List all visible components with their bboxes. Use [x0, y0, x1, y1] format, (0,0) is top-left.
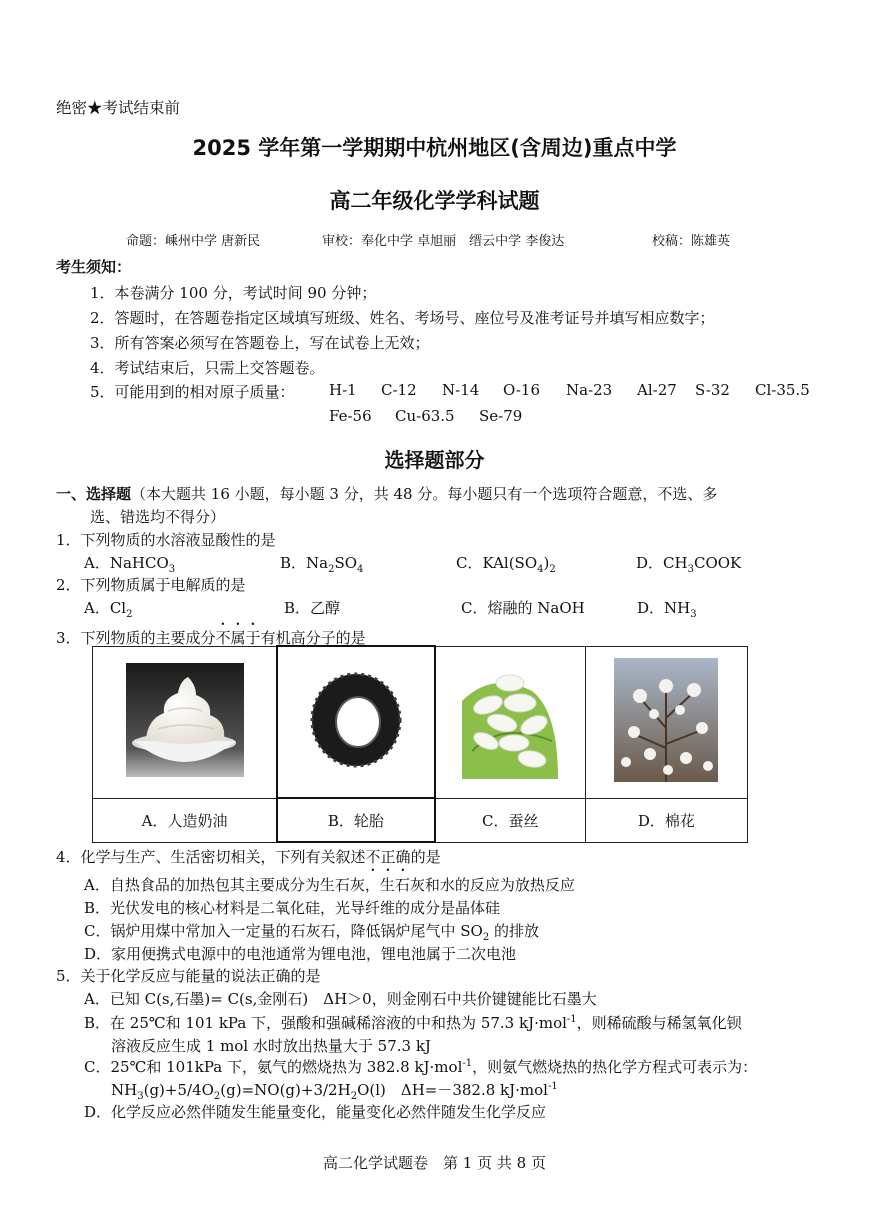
q3-cell-d-image: [585, 646, 747, 798]
q5-option-d: D．化学反应必然伴随发生能量变化，能量变化必然伴随发生化学反应: [84, 1103, 547, 1121]
q3-cell-b-image: [277, 646, 435, 798]
q5-option-c-equation: $NH_3(g)+5/4O_2(g)=NO(g)+3/2H_2O(l)$ ΔH=－382.8 kJ·mol$^{-1}$: [111, 1081, 558, 1102]
mass-fe: Fe-56: [329, 407, 372, 425]
q3-caption-d: D．棉花: [585, 798, 747, 842]
whipped-cream-image: [126, 663, 244, 777]
q2-option-a: A．$Cl_2$: [84, 599, 133, 620]
mass-cl: Cl-35.5: [755, 381, 810, 399]
notice-item-1: 1．本卷满分 100 分，考试时间 90 分钟；: [90, 284, 377, 302]
q4-emphasis: 不正确: [365, 848, 411, 866]
part-description: （本大题共 16 小题，每小题 3 分，共 48 分。每小题只有一个选项符合题意，不选、多: [131, 485, 718, 503]
q5-option-c: C．25℃和 101kPa 下，氨气的燃烧热为 382.8 kJ·mol$^{-1}$，则氨气燃烧热的热化学方程式可表示为：: [84, 1058, 758, 1076]
q1-option-d: D．$CH_3COOK$: [636, 554, 742, 575]
q3-caption-c: C．蚕丝: [435, 798, 586, 842]
q2-option-b: B．乙醇: [284, 599, 341, 617]
notice-item-5: 5．可能用到的相对原子质量：: [90, 383, 295, 401]
section-title: 选择题部分: [384, 448, 485, 472]
q4-option-b: B．光伏发电的核心材料是二氧化硅，光导纤维的成分是晶体硅: [84, 899, 501, 917]
q3-cell-c-image: [435, 646, 586, 798]
q1-option-c: C．$KAl(SO_4)_2$: [456, 554, 556, 575]
q2-option-d: D．$NH_3$: [637, 599, 697, 620]
mass-s: S-32: [695, 381, 730, 399]
q4-option-a: A．自热食品的加热包其主要成分为生石灰，生石灰和水的反应为放热反应: [84, 876, 575, 894]
q5-option-b-cont: 溶液反应生成 1 mol 水时放出热量大于 57.3 kJ: [111, 1037, 431, 1055]
q4-option-d: D．家用便携式电源中的电池通常为锂电池，锂电池属于二次电池: [84, 945, 517, 963]
confidential-notice: 绝密★考试结束前: [56, 99, 181, 117]
q2-stem: 2．下列物质属于电解质的是: [56, 576, 246, 594]
credit-review: 审校：奉化中学 卓旭丽 缙云中学 李俊达: [322, 234, 565, 249]
notice-item-2: 2．答题时，在答题卷指定区域填写班级、姓名、考场号、座位号及准考证号并填写相应数字；: [90, 309, 715, 327]
q3-image-table: [92, 645, 748, 843]
q4-stem: 4．化学与生产、生活密切相关，下列有关叙述不正确的是: [56, 848, 441, 866]
cotton-image: [614, 658, 718, 782]
q5-option-a: A．已知 C(s,石墨)= C(s,金刚石) ΔH＞0，则金刚石中共价键键能比石墨大: [84, 990, 597, 1008]
part-description-cont: 选、错选均不得分）: [90, 508, 226, 526]
mass-al: Al-27: [637, 381, 677, 399]
exam-subtitle: 高二年级化学学科试题: [329, 189, 540, 213]
mass-na: Na-23: [566, 381, 613, 399]
credit-author: 命题：嵊州中学 唐新民: [126, 234, 261, 249]
part-heading: [56, 483, 717, 504]
q4-option-c: C．锅炉用煤中常加入一定量的石灰石，降低锅炉尾气中 $SO_2$ 的排放: [84, 922, 539, 943]
q1-option-a: A．NaHCO$_3$: [84, 554, 176, 575]
q2-option-c: C．熔融的 NaOH: [461, 599, 585, 617]
notice-item-4: 4．考试结束后，只需上交答题卷。: [90, 359, 325, 377]
q1-stem: 1．下列物质的水溶液显酸性的是: [56, 531, 276, 549]
mass-se: Se-79: [479, 407, 523, 425]
q3-caption-a: A．人造奶油: [93, 798, 278, 842]
q3-emphasis: 不属于: [215, 629, 261, 647]
mass-h: H-1: [329, 381, 357, 399]
notice-heading: 考生须知：: [56, 258, 132, 276]
exam-title: 2025 学年第一学期期中杭州地区(含周边)重点中学: [192, 136, 677, 160]
q5-stem: 5．关于化学反应与能量的说法正确的是: [56, 967, 321, 985]
part-label: 一、选择题: [56, 485, 132, 503]
credit-proof: 校稿：陈雄英: [652, 234, 731, 249]
q1-option-b: B．$Na_2SO_4$: [280, 554, 364, 575]
tire-image: [306, 670, 406, 770]
q3-caption-b: B．轮胎: [277, 798, 435, 842]
q5-option-b: B．在 25℃和 101 kPa 下，强酸和强碱稀溶液的中和热为 57.3 kJ·mol$^{-1}$，则稀硫酸与稀氢氧化钡: [84, 1014, 742, 1032]
silk-cocoon-image: [462, 661, 558, 779]
mass-cu: Cu-63.5: [395, 407, 455, 425]
q3-stem: 3．下列物质的主要成分不属于有机高分子的是: [56, 629, 366, 647]
mass-o: O-16: [503, 381, 541, 399]
mass-n: N-14: [442, 381, 480, 399]
q3-cell-a-image: [93, 646, 278, 798]
notice-item-3: 3．所有答案必须写在答题卷上，写在试卷上无效；: [90, 334, 430, 352]
page-footer: 高二化学试题卷 第 1 页 共 8 页: [323, 1154, 546, 1172]
mass-c: C-12: [381, 381, 417, 399]
